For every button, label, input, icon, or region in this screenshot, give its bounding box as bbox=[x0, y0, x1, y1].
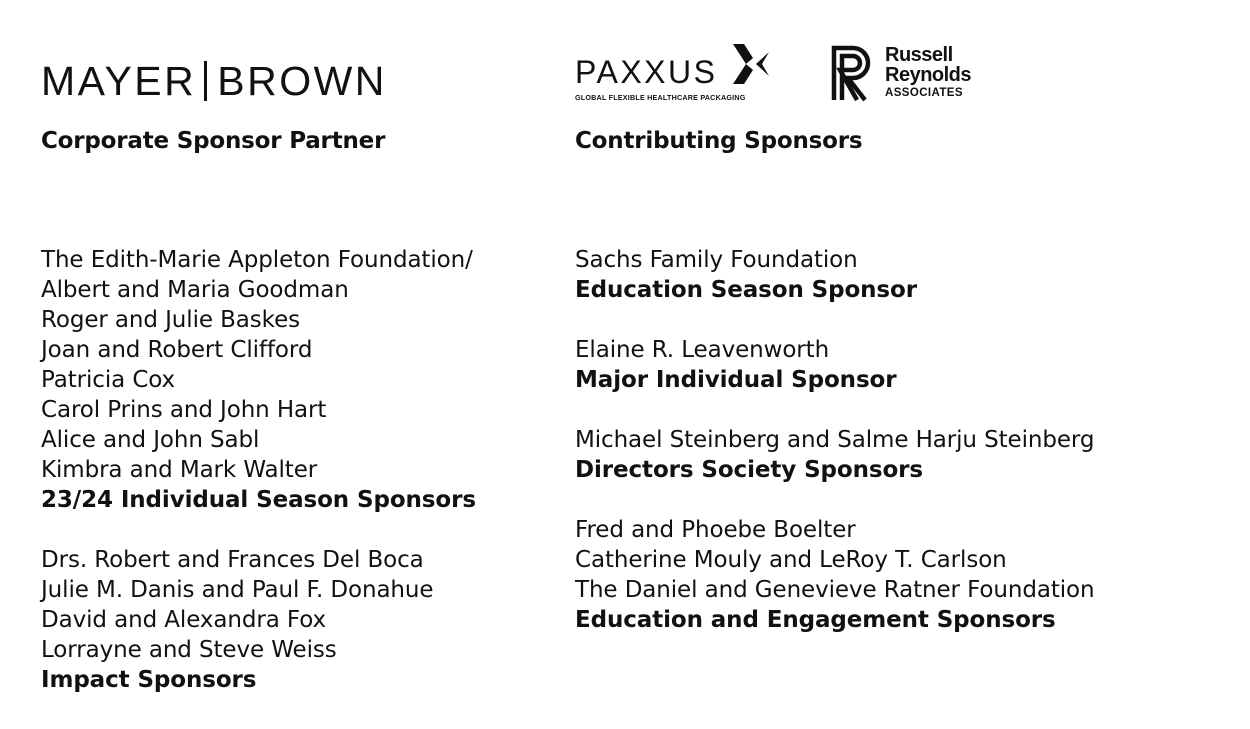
sponsor-name: The Edith-Marie Appleton Foundation/ bbox=[41, 247, 473, 273]
corporate-sponsor-heading: Corporate Sponsor Partner bbox=[41, 128, 386, 154]
sponsor-name: The Daniel and Genevieve Ratner Foundation bbox=[575, 577, 1095, 603]
sponsor-name: Michael Steinberg and Salme Harju Steinberg bbox=[575, 427, 1095, 453]
logo-divider bbox=[204, 61, 207, 101]
sponsor-name: Kimbra and Mark Walter bbox=[41, 457, 318, 483]
sponsor-name: Patricia Cox bbox=[41, 367, 176, 393]
sponsor-group bbox=[575, 515, 1095, 635]
sponsor-tier-label: Directors Society Sponsors bbox=[575, 457, 923, 483]
mayer-brown-logo bbox=[41, 57, 387, 104]
sponsor-name: David and Alexandra Fox bbox=[41, 607, 326, 633]
sponsor-tier-label: Education Season Sponsor bbox=[575, 277, 917, 303]
rr-logo-line3: ASSOCIATES bbox=[885, 87, 963, 99]
russell-reynolds-logo bbox=[831, 45, 991, 105]
paxxus-logo-name: PAXXUS bbox=[575, 54, 718, 90]
sponsor-tier-label: Major Individual Sponsor bbox=[575, 367, 897, 393]
sponsor-name: Carol Prins and John Hart bbox=[41, 397, 327, 423]
sponsor-name: Fred and Phoebe Boelter bbox=[575, 517, 856, 543]
mayer-brown-logo-left: MAYER bbox=[41, 57, 197, 104]
sponsor-group bbox=[41, 245, 476, 515]
sponsor-name: Elaine R. Leavenworth bbox=[575, 337, 830, 363]
sponsor-group bbox=[575, 425, 1095, 485]
right-sponsor-column bbox=[575, 245, 1095, 635]
sponsor-name: Sachs Family Foundation bbox=[575, 247, 858, 273]
rr-monogram-icon bbox=[831, 45, 876, 102]
sponsor-tier-label: Education and Engagement Sponsors bbox=[575, 607, 1056, 633]
paxxus-x-mark-icon bbox=[733, 44, 769, 84]
rr-logo-line1: Russell bbox=[885, 44, 953, 66]
mayer-brown-logo-right: BROWN bbox=[217, 57, 387, 104]
sponsor-name: Drs. Robert and Frances Del Boca bbox=[41, 547, 424, 573]
sponsor-group bbox=[575, 245, 1095, 305]
sponsor-tier-label: 23/24 Individual Season Sponsors bbox=[41, 487, 476, 513]
paxxus-logo-tagline: GLOBAL FLEXIBLE HEALTHCARE PACKAGING bbox=[575, 93, 746, 102]
sponsor-group bbox=[41, 545, 476, 695]
sponsor-name: Joan and Robert Clifford bbox=[41, 337, 313, 363]
sponsor-tier-label: Impact Sponsors bbox=[41, 667, 257, 693]
sponsor-name: Albert and Maria Goodman bbox=[41, 277, 349, 303]
contributing-sponsors-heading: Contributing Sponsors bbox=[575, 128, 863, 154]
sponsor-name: Alice and John Sabl bbox=[41, 427, 260, 453]
sponsor-name: Julie M. Danis and Paul F. Donahue bbox=[41, 577, 434, 603]
left-sponsor-column bbox=[41, 245, 476, 695]
sponsor-name: Catherine Mouly and LeRoy T. Carlson bbox=[575, 547, 1007, 573]
sponsor-name: Lorrayne and Steve Weiss bbox=[41, 637, 337, 663]
rr-logo-line2: Reynolds bbox=[885, 64, 972, 86]
sponsor-group bbox=[575, 335, 1095, 395]
paxxus-logo bbox=[575, 44, 770, 104]
sponsor-name: Roger and Julie Baskes bbox=[41, 307, 301, 333]
